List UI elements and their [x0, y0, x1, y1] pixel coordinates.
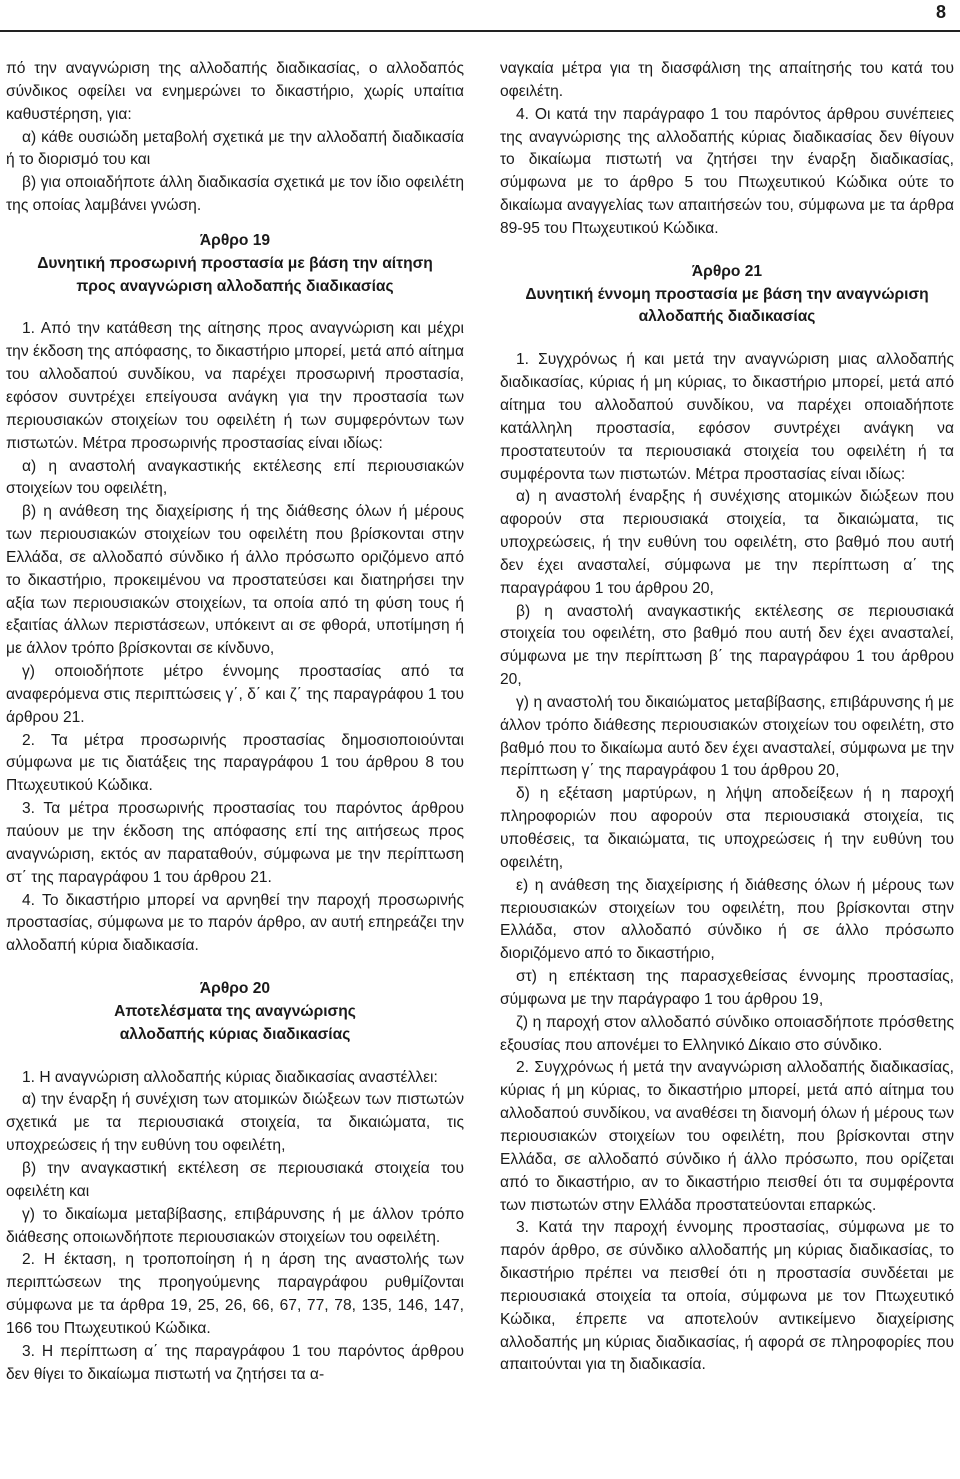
header-rule [0, 30, 960, 32]
article-19-para-1: 1. Από την κατάθεση της αίτησης προς αναγνώριση και μέχρι την έκδοση της απόφασης, το δικαστήριο μπορεί, μετά από αίτημα του αλλοδαπού συνδίκου, να παρέχει προσωρινή προστασία, εφόσον συντρέχει επείγουσα ανάγκη για την προστασία των περιουσιακών στοιχείων του οφειλέτη ή των συμφερόντων των πιστωτών. Μέτρα προσωρινής προστασίας είναι ιδίως: [6, 320, 464, 452]
intro-item-a: α) κάθε ουσιώδη μεταβολή σχετικά με την αλλοδαπή διαδικασία ή το διορισμό του και [6, 128, 464, 169]
article-19-item-a: α) η αναστολή αναγκαστικής εκτέλεσης επί περιουσιακών στοιχείων του οφειλέτη, [6, 457, 464, 498]
article-21-para-1: 1. Συγχρόνως ή και μετά την αναγνώριση μιας αλλοδαπής διαδικασίας, κύριας ή μη κύριας, το δικαστήριο μπορεί, μετά από αίτημα του αλλοδαπού συνδίκου, να παρέχει οποιαδήποτε κατάλληλη προστασία, εφόσον συντρέχει ανάγκη να προστατευτούν τα περιουσιακά στοιχεία του οφειλέτη ή τα συμφέροντα των πιστωτών. Μέτρα προστασίας είναι ιδίως: [500, 351, 954, 483]
article-19-para-4: 4. Το δικαστήριο μπορεί να αρνηθεί την παροχή προσωρινής προστασίας, σύμφωνα με το παρόν άρθρο, αν αυτή επηρεάζει την αλλοδαπή κύρια διαδικασία. [6, 891, 464, 955]
article-19-item-c: γ) οποιοδήποτε μέτρο έννομης προστασίας από τα αναφερόμενα στις περιπτώσεις γ΄, δ΄ και ζ΄ της παραγράφου 1 του άρθρου 21. [6, 663, 464, 726]
page-number: 8 [935, 2, 946, 22]
article-19-title-line1: Δυνητική προσωρινή προστασία με βάση την αίτηση [37, 254, 433, 272]
article-20-number: Άρθρο 20 [199, 980, 271, 998]
article-21-item-c: γ) η αναστολή του δικαιώματος μεταβίβασης, επιβάρυνσης ή με άλλον τρόπο διάθεσης περιουσιακών στοιχείων του οφειλέτη, στο βαθμό που το δικαίωμα αυτό δεν έχει ανασταλεί, σύμφωνα με την περίπτωση γ΄ της παραγράφου 1 του άρθρου 20, [500, 693, 954, 780]
article-21-item-e: ε) η ανάθεση της διαχείρισης ή διάθεσης όλων ή μέρους των περιουσιακών στοιχείων του οφειλέτη, που βρίσκονται στην Ελλάδα, στον αλλοδαπό σύνδικο ή σε άλλο πρόσωπο διοριζόμενο από το δικαστήριο, [500, 876, 954, 963]
article-19-number: Άρθρο 19 [199, 231, 271, 249]
article-19-title-line2: προς αναγνώριση αλλοδαπής διαδικασίας [76, 277, 394, 295]
article-20-item-c: γ) το δικαίωμα μεταβίβασης, επιβάρυνσης ή με άλλον τρόπο διάθεσης οποιωνδήποτε περιουσιακών στοιχείων του οφειλέτη. [6, 1205, 464, 1246]
article-20-para-4: 4. Οι κατά την παράγραφο 1 του παρόντος άρθρου συνέπειες της αναγνώρισης της αλλοδαπής κύριας διαδικασίας δεν θίγουν το δικαίωμα πιστωτή να ζητήσει την έναρξη διαδικασίας, σύμφωνα με το άρθρο 5 του Πτωχευτικού Κώδικα ούτε το δικαίωμα αναγγελίας των απαιτήσεών του, σύμφωνα με τα άρθρα 89-95 του Πτωχευτικού Κώδικα. [500, 105, 954, 237]
article-21-number: Άρθρο 21 [691, 262, 763, 280]
article-19-para-2: 2. Τα μέτρα προσωρινής προστασίας δημοσιοποιούνται σύμφωνα με τις διατάξεις της παραγράφου 1 του άρθρου 8 του Πτωχευτικού Κώδικα. [6, 731, 464, 795]
article-20-para-2: 2. Η έκταση, η τροποποίηση ή η άρση της αναστολής των περιπτώσεων της προηγούμενης παραγράφου ρυθμίζονται σύμφωνα με τα άρθρα 19, 25, 26, 66, 67, 77, 78, 135, 146, 147, 166 του Πτωχευτικού Κώδικα. [6, 1251, 464, 1337]
continuation-paragraph: ναγκαία μέτρα για τη διασφάλιση της απαίτησής του κατά του οφειλέτη. [500, 60, 954, 100]
intro-paragraph: πό την αναγνώριση της αλλοδαπής διαδικασίας, ο αλλοδαπός σύνδικος οφείλει να ενημερώνει το δικαστήριο, χωρίς υπαίτια καθυστέρηση, για: [6, 60, 464, 123]
intro-item-b: β) για οποιαδήποτε άλλη διαδικασία σχετικά με τον ίδιο οφειλέτη της οποίας λαμβάνει γνώση. [6, 174, 464, 215]
article-21-title-line2: αλλοδαπής διαδικασίας [638, 308, 816, 326]
article-21-item-a: α) η αναστολή έναρξης ή συνέχισης ατομικών διώξεων που αφορούν στα περιουσιακά στοιχεία, τα δικαιώματα, τις υποχρεώσεις, ή την ευθύνη του οφειλέτη, στο βαθμό που αυτή δεν έχει ανασταλεί, σύμφωνα με την περίπτωση α΄ της παραγράφου 1 του άρθρου 20, [500, 488, 954, 597]
article-21-item-d: δ) η εξέταση μαρτύρων, η λήψη αποδείξεων ή η παροχή πληροφοριών που αφορούν στα περιουσιακά στοιχεία, τις υποθέσεις, τα δικαιώματα, τις υποχρεώσεις ή την ευθύνη του οφειλέτη, [500, 785, 954, 871]
article-21-item-z: ζ) η παροχή στον αλλοδαπό σύνδικο οποιασδήποτε πρόσθετης εξουσίας που απονέμει το Ελληνικό Δίκαιο στο σύνδικο. [500, 1013, 954, 1054]
article-21-title-line1: Δυνητική έννομη προστασία με βάση την αναγνώριση [525, 285, 929, 303]
article-21-para-3: 3. Κατά την παροχή έννομης προστασίας, σύμφωνα με το παρόν άρθρο, σε σύνδικο αλλοδαπής μη κύριας διαδικασίας, το δικαστήριο πρέπει να πεισθεί ότι η προστασία συνδέεται με περιουσιακά στοιχεία τα οποία, σύμφωνα με τον Πτωχευτικό Κώδικα, έπρεπε να αποτελούν αντικείμενο διαχείρισης αλλοδαπής μη κύριας διαδικασίας, ή αφορά σε πληροφορίες που απαιτούνται για τη διαδικασία. [500, 1219, 954, 1374]
article-20-item-b: β) την αναγκαστική εκτέλεση σε περιουσιακά στοιχεία του οφειλέτη και [6, 1159, 464, 1200]
article-21-para-2: 2. Συγχρόνως ή μετά την αναγνώριση αλλοδαπής διαδικασίας, κύριας ή μη κύριας, το δικαστήριο μπορεί, μετά από αίτημα του αλλοδαπού συνδίκου, να αναθέσει τη διανομή όλων ή μέρους των περιουσιακών στοιχείων του οφειλέτη, που βρίσκονται στην Ελλάδα, σε αλλοδαπό σύνδικο ή άλλο πρόσωπο, που ορίζεται από το δικαστήριο, αν το δικαστήριο πεισθεί ότι τα συμφέροντα των πιστωτών στην Ελλάδα προστατεύονται επαρκώς. [500, 1059, 954, 1214]
article-20-para-1: 1. Η αναγνώριση αλλοδαπής κύριας διαδικασίας αναστέλλει: [22, 1068, 438, 1086]
article-20-title-line2: αλλοδαπής κύριας διαδικασίας [119, 1025, 351, 1043]
article-20-para-3: 3. Η περίπτωση α΄ της παραγράφου 1 του παρόντος άρθρου δεν θίγει το δικαίωμα πιστωτή να ζητήσει τα α- [6, 1342, 464, 1383]
article-21-item-st: στ) η επέκταση της παρασχεθείσας έννομης προστασίας, σύμφωνα με την παράγραφο 1 του άρθρου 19, [500, 968, 954, 1008]
right-column [500, 58, 954, 1377]
article-20-item-a: α) την έναρξη ή συνέχιση των ατομικών διώξεων των πιστωτών σχετικά με τα περιουσιακά στοιχεία, τα δικαιώματα, τις υποχρεώσεις ή την ευθύνη του οφειλέτη, [6, 1091, 464, 1155]
article-20-title-line1: Αποτελέσματα της αναγνώρισης [114, 1002, 356, 1020]
left-column [6, 58, 464, 1386]
article-19-item-b: β) η ανάθεση της διαχείρισης ή της διάθεσης όλων ή μέρους των περιουσιακών στοιχείων του οφειλέτη που βρίσκονται στην Ελλάδα, σε αλλοδαπό σύνδικο ή άλλο πρόσωπο οριζόμενο από το δικαστήριο, προκειμένου να προστατεύσει και διατηρήσει την αξία των περιουσιακών στοιχείων, τα οποία από τη φύση τους ή εξαιτίας άλλων περιστάσεων, υπόκειντ αι σε φθορά, υποτίμηση ή με άλλον τρόπο βρίσκονται σε κίνδυνο, [6, 503, 464, 658]
article-19-para-3: 3. Τα μέτρα προσωρινής προστασίας του παρόντος άρθρου παύουν με την έκδοση της απόφασης επί της αιτήσεως προς αναγνώριση, εκτός αν παραταθούν, σύμφωνα με την περίπτωση στ΄ της παραγράφου 1 του άρθρου 21. [6, 800, 464, 886]
article-21-item-b: β) η αναστολή αναγκαστικής εκτέλεσης σε περιουσιακά στοιχεία του οφειλέτη, στο βαθμό που αυτή δεν έχει ανασταλεί, σύμφωνα με την περίπτωση β΄ της παραγράφου 1 του άρθρου 20, [500, 602, 954, 689]
